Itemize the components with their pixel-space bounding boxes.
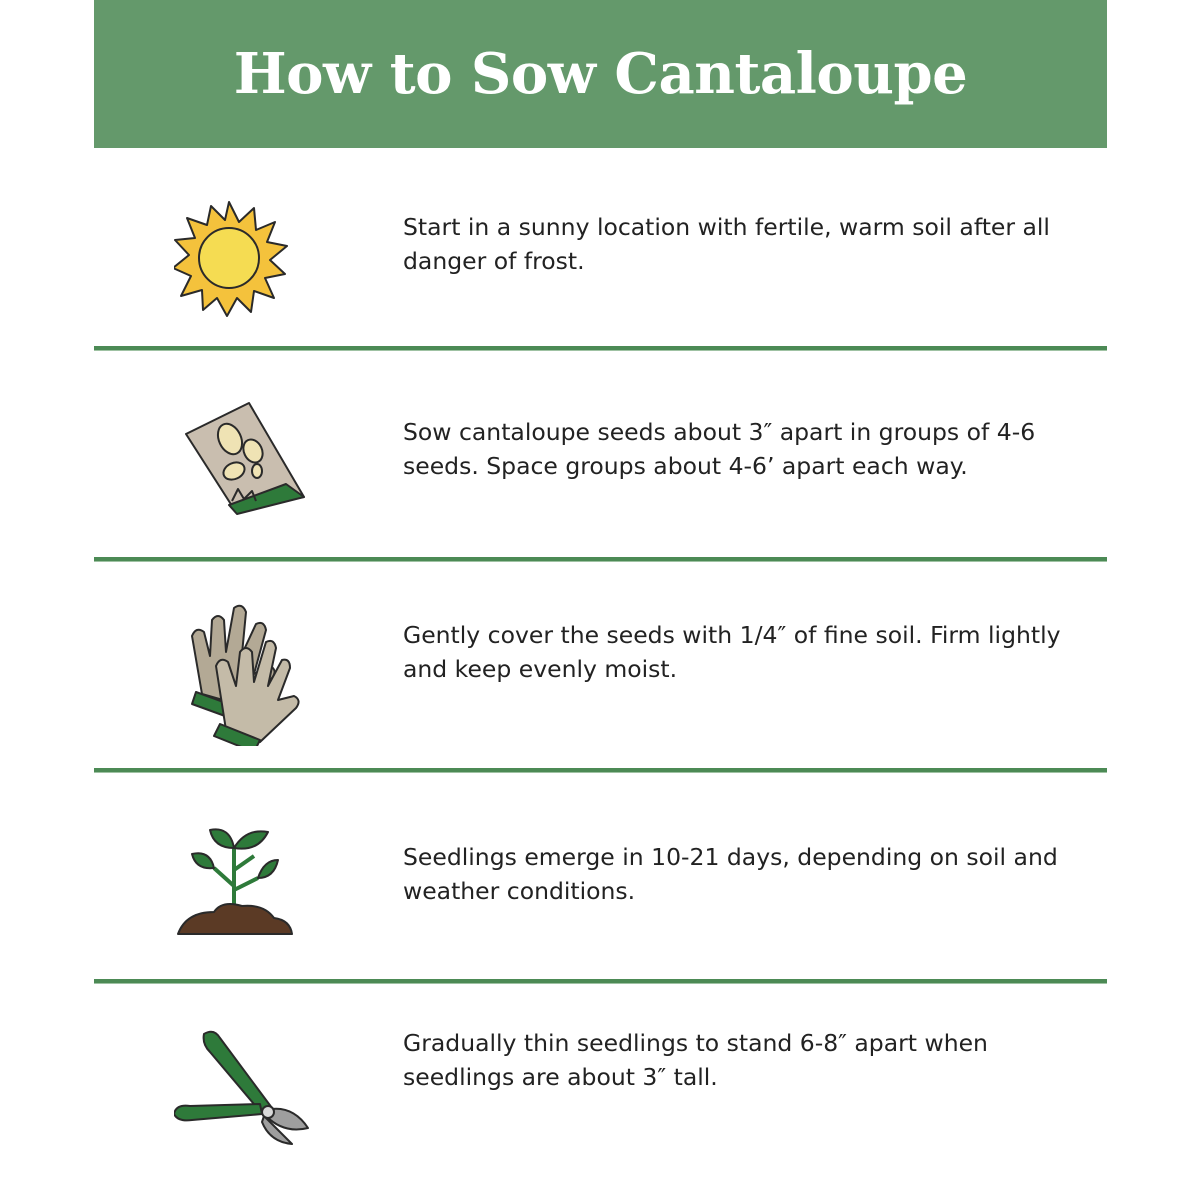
step-1: [94, 148, 1107, 348]
title-banner: [94, 0, 1107, 148]
pruning-shears-icon: [174, 1012, 314, 1162]
step-5-text: Gradually thin seedlings to stand 6-8″ apart when seedlings are about 3″ tall.: [403, 1029, 988, 1091]
step-2-text: Sow cantaloupe seeds about 3″ apart in groups of 4-6 seeds. Space groups about 4-6’ apart each way.: [403, 418, 1036, 480]
sun-icon: [174, 183, 314, 333]
page-title: How to Sow Cantaloupe: [233, 41, 968, 107]
step-4: [94, 773, 1107, 979]
step-1-text: Start in a sunny location with fertile, warm soil after all danger of frost.: [403, 213, 1050, 275]
seed-packet-icon: [174, 389, 314, 539]
step-4-text: Seedlings emerge in 10-21 days, depending on soil and weather conditions.: [403, 843, 1058, 905]
seedling-icon: [174, 808, 314, 958]
step-3-text: Gently cover the seeds with 1/4″ of fine soil. Firm lightly and keep evenly moist.: [403, 621, 1061, 683]
step-2: [94, 351, 1107, 557]
step-3: [94, 562, 1107, 768]
gardening-gloves-icon: [174, 596, 314, 746]
step-5: [94, 984, 1107, 1200]
